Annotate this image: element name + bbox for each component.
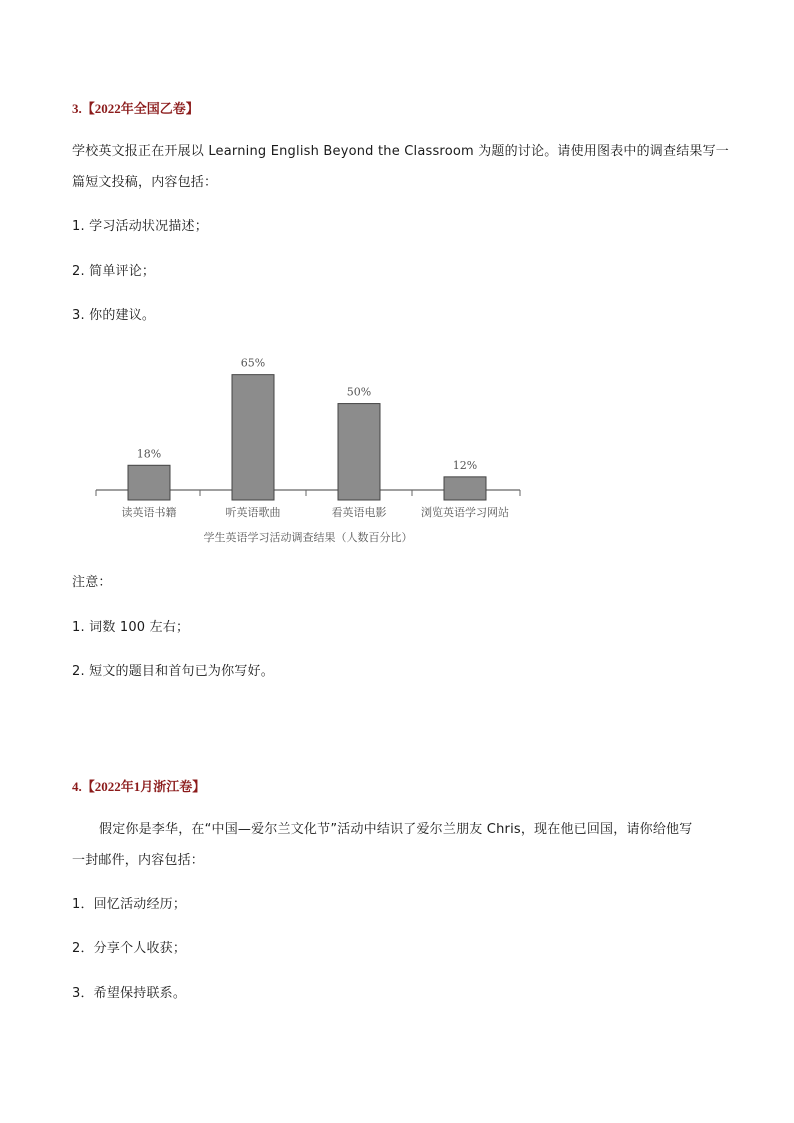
category-label-4: 浏览英语学习网站 — [421, 506, 509, 519]
q3-intro-line-2: 篇短文投稿，内容包括： — [72, 175, 218, 190]
category-label-2: 听英语歌曲 — [225, 506, 281, 519]
chart-title: 学生英语学习活动调查结果（人数百分比） — [203, 531, 413, 544]
q3-item-1: 1. 学习活动状况描述； — [72, 219, 208, 234]
q4-intro-line-2: 一封邮件，内容包括： — [72, 853, 205, 868]
q4-item-2: 2．分享个人收获； — [72, 941, 187, 956]
q4-item-3: 3．希望保持联系。 — [72, 986, 187, 1001]
q3-note-1: 1. 词数 100 左右； — [72, 620, 190, 635]
bar-3 — [338, 404, 380, 500]
q4-item-1: 1．回忆活动经历； — [72, 897, 187, 912]
value-label-2: 65% — [240, 356, 266, 370]
category-label-3: 看英语电影 — [331, 506, 387, 519]
q3-notes-title: 注意： — [72, 575, 112, 590]
bar-4 — [444, 477, 486, 500]
q4-heading: 4.【2022年1月浙江卷】 — [72, 779, 206, 794]
q4-intro-line-1: 假定你是李华，在“中国—爱尔兰文化节”活动中结识了爱尔兰朋友 Chris，现在他已回国，请你给他写 — [99, 822, 693, 837]
q3-note-2: 2. 短文的题目和首句已为你写好。 — [72, 664, 274, 679]
value-label-4: 12% — [452, 458, 478, 472]
q3-item-3: 3. 你的建议。 — [72, 308, 156, 323]
category-label-1: 读英语书籍 — [121, 506, 177, 519]
bar-2 — [232, 375, 274, 500]
q3-heading: 3.【2022年全国乙卷】 — [72, 101, 199, 116]
bar-1 — [128, 465, 170, 500]
value-label-3: 50% — [346, 385, 372, 399]
q3-intro-line-1: 学校英文报正在开展以 Learning English Beyond the Classroom 为题的讨论。请使用图表中的调查结果写一 — [72, 144, 729, 159]
q3-item-2: 2. 简单评论； — [72, 264, 156, 279]
value-label-1: 18% — [136, 447, 162, 461]
survey-bar-chart — [90, 340, 530, 555]
